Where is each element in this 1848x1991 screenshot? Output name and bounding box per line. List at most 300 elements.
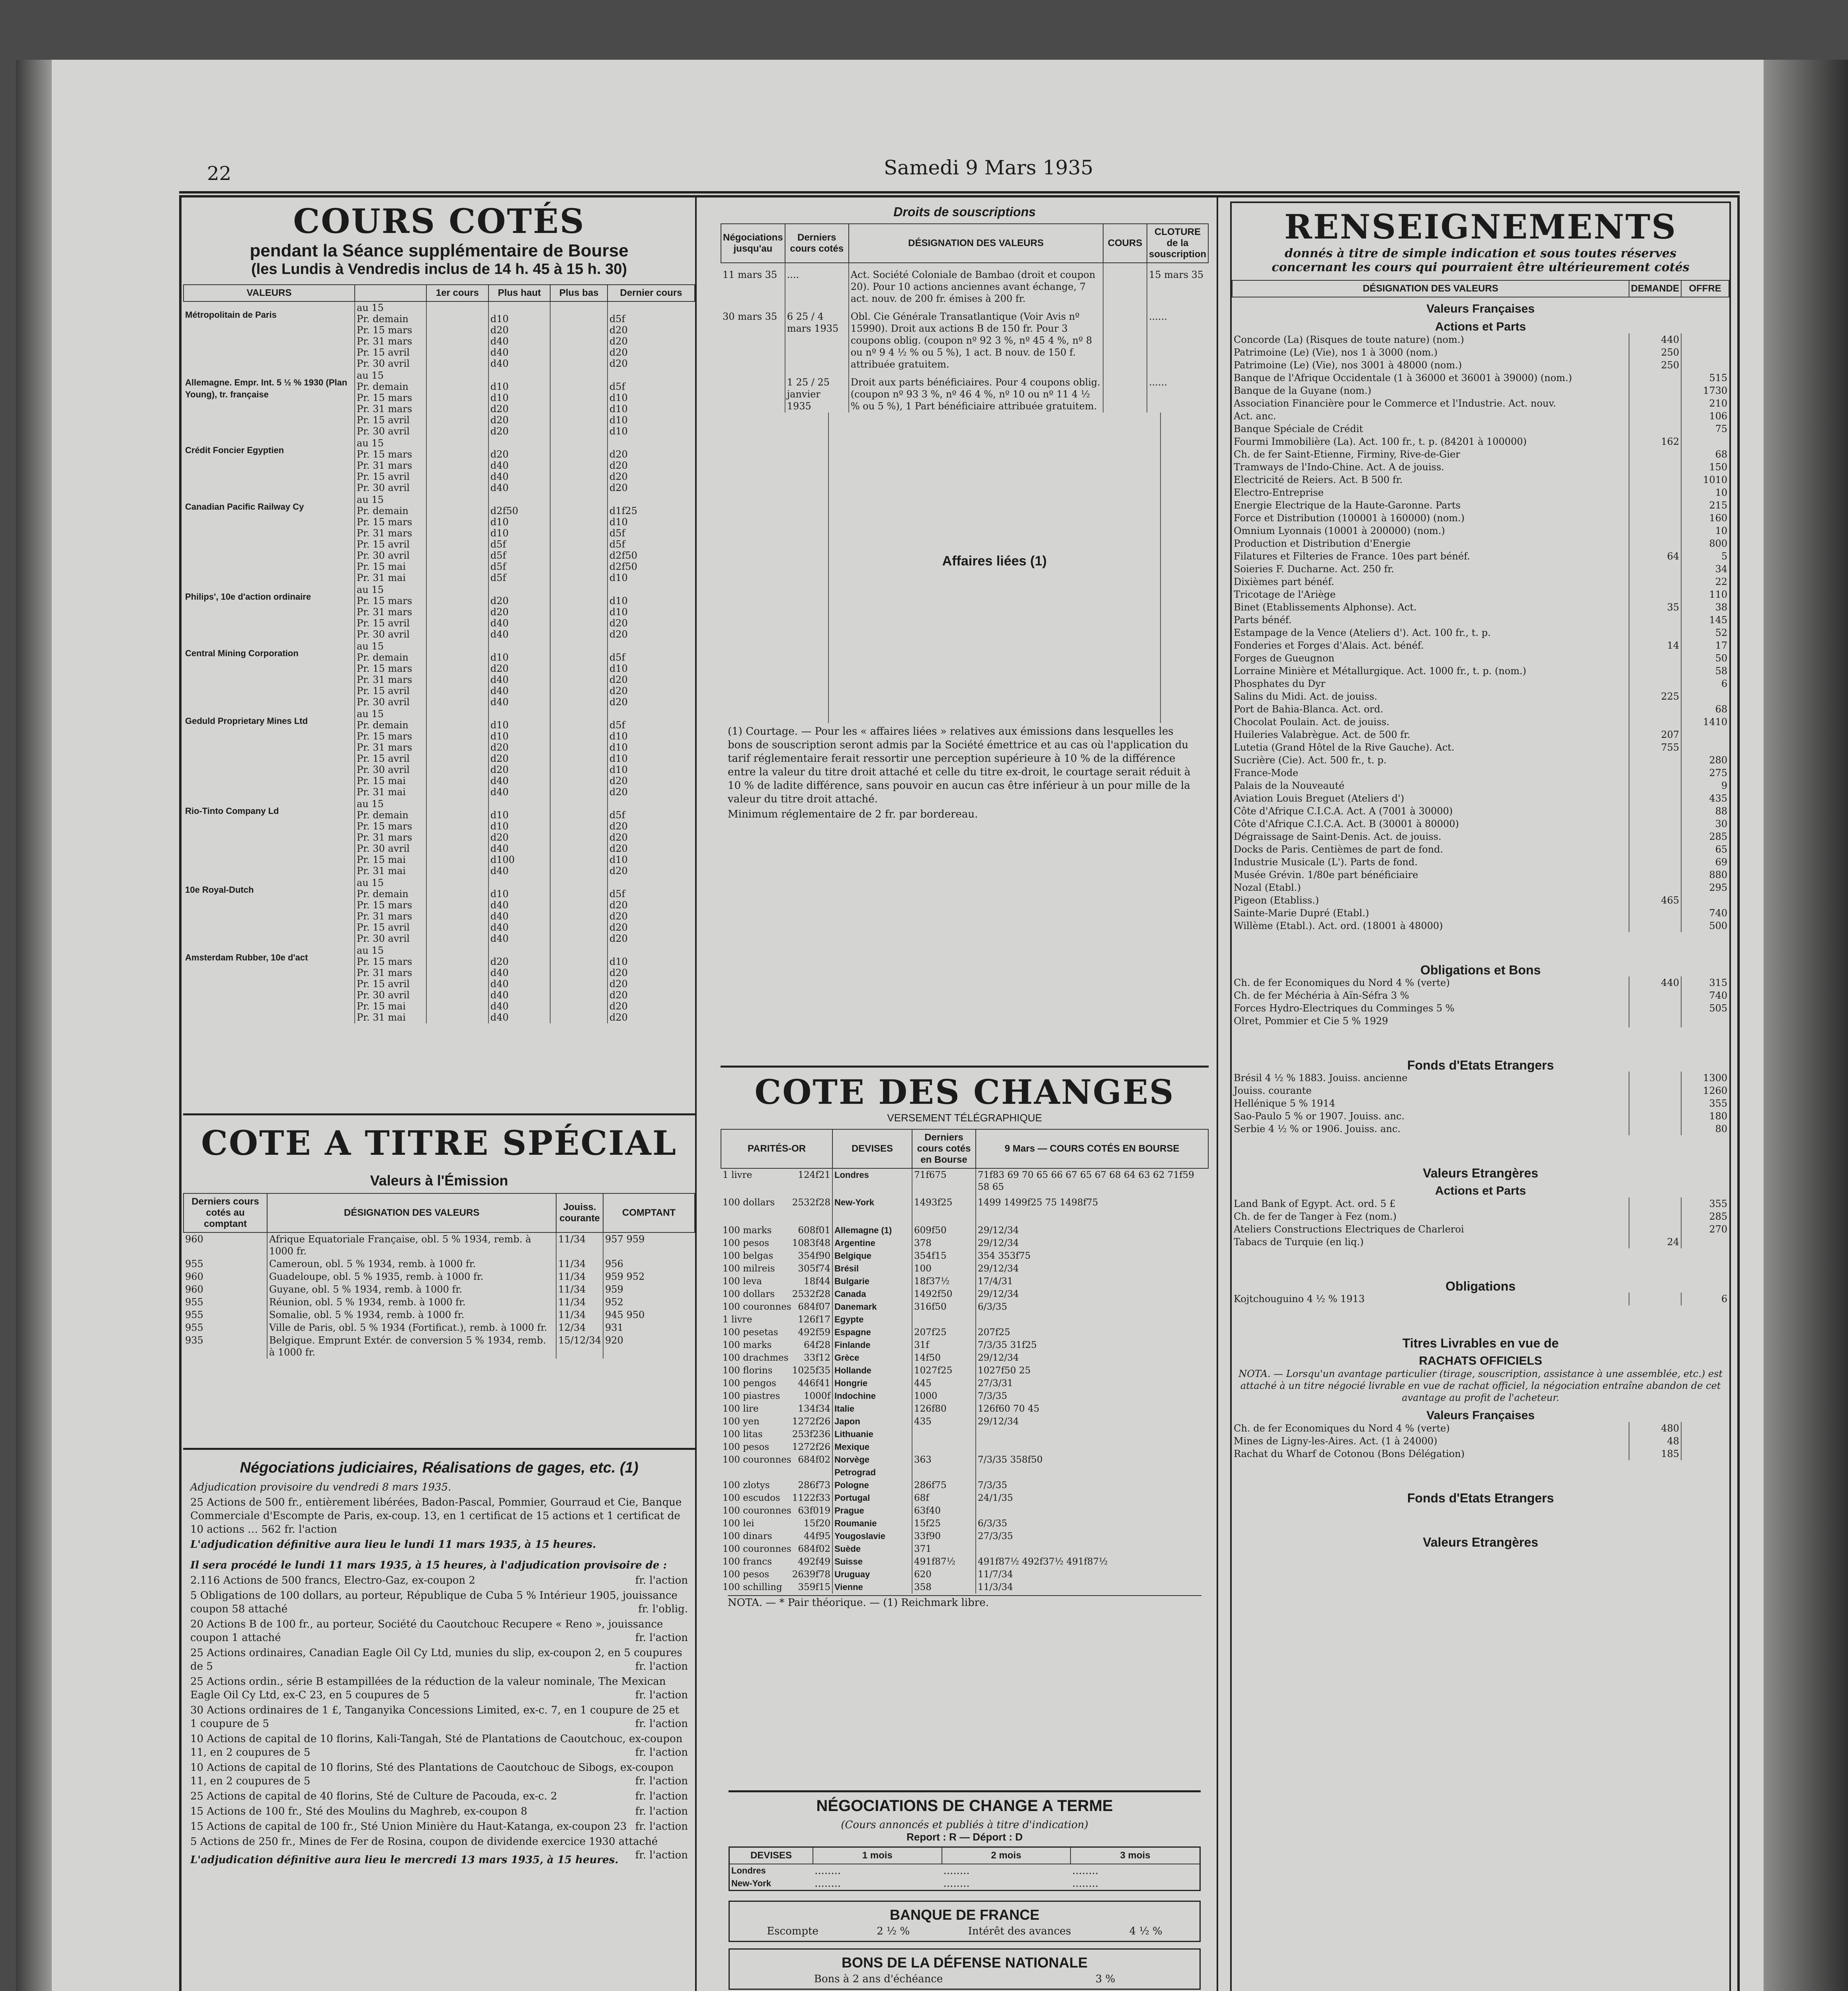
table-row xyxy=(1232,563,1729,575)
cell-dem: 250 xyxy=(1629,346,1681,359)
plus-haut: d40 xyxy=(490,336,509,347)
table-row xyxy=(1232,805,1729,818)
parite-cell xyxy=(721,1364,832,1377)
terme: Pr. 31 mars xyxy=(357,911,412,922)
cell-off: 58 xyxy=(1681,665,1729,677)
terme: Pr. 30 avril xyxy=(357,629,410,640)
terme: Pr. 15 mars xyxy=(357,325,412,336)
cell-d: Filatures et Filteries de France. 10es part bénéf. xyxy=(1234,551,1470,562)
cell-cours: 7/3/35 xyxy=(976,1390,1208,1402)
valeur-name: 10e Royal-Dutch xyxy=(185,885,254,895)
cell-d: Lutetia (Grand Hôtel de la Rive Gauche). Act. xyxy=(1234,742,1455,753)
terme: Pr. demain xyxy=(357,652,409,663)
table-row xyxy=(1232,792,1729,805)
terme: Pr. 31 mars xyxy=(357,832,412,843)
table-row xyxy=(1232,435,1729,448)
cell-off: 5 xyxy=(1681,550,1729,563)
premier-cours xyxy=(426,494,488,584)
spacer xyxy=(490,494,549,505)
plus-haut: d5f xyxy=(490,572,506,583)
changes-subtitle: VERSEMENT TÉLÉGRAPHIQUE xyxy=(887,1112,1042,1124)
cell-dernier: 15f25 xyxy=(912,1517,976,1530)
dernier: d10 xyxy=(609,415,628,426)
table-row xyxy=(184,370,695,437)
table-row xyxy=(1232,665,1729,677)
courtage-minimum: Minimum réglementaire de 2 fr. par bordereau. xyxy=(728,808,978,820)
table-row xyxy=(1232,677,1729,690)
cell-dem xyxy=(1629,1084,1681,1097)
parite-or: 44f95 xyxy=(803,1531,830,1541)
cell-cloture: 15 mars 35 xyxy=(1147,263,1208,305)
table-row xyxy=(184,1296,695,1308)
cell-off: 9 xyxy=(1681,779,1729,792)
terme-list xyxy=(355,640,426,708)
cell-dernier: 286f75 xyxy=(912,1479,976,1492)
cell-d: Binet (Etablissements Alphonse). Act. xyxy=(1234,602,1417,613)
table-row: New-York ........ ........ ........ xyxy=(729,1877,1200,1891)
table-row xyxy=(1232,537,1729,550)
parite-unit: 100 dollars xyxy=(723,1289,775,1299)
cell-devise: Canada xyxy=(832,1288,912,1301)
change-terme-section xyxy=(729,1790,1201,1991)
dernier: d1f25 xyxy=(609,505,637,516)
table-row xyxy=(721,1441,1208,1453)
parite-or: 684f07 xyxy=(798,1302,830,1312)
cell-dem xyxy=(1629,818,1681,830)
item-unit: fr. l'action xyxy=(635,1821,688,1833)
terme: Pr. 15 mars xyxy=(357,731,412,742)
dernier: d5f xyxy=(609,888,625,900)
dernier: d10 xyxy=(609,742,628,753)
section-row xyxy=(1232,1460,1729,1504)
spacer xyxy=(490,798,549,810)
parite-unit: 100 pesos xyxy=(723,1442,769,1452)
item-price: 562 fr. l'action xyxy=(261,1524,337,1535)
cell-d: Banque de l'Afrique Occidentale (1 à 36000 et 36001 à 39000) (nom.) xyxy=(1234,372,1572,383)
parite-cell xyxy=(721,1555,832,1568)
cell-dem xyxy=(1629,989,1681,1002)
table-row xyxy=(1232,1210,1729,1223)
terme-list xyxy=(355,370,426,437)
parite-or: 2532f28 xyxy=(792,1197,830,1208)
parite-or: 2532f28 xyxy=(792,1289,830,1299)
terme: Pr. 15 mai xyxy=(357,1001,406,1012)
cell-d: Tricotage de l'Ariège xyxy=(1234,589,1336,600)
valeur-name: Allemagne. Empr. Int. 5 ½ % 1930 (Plan Young), tr. française xyxy=(185,377,348,399)
premier-cours xyxy=(426,640,488,708)
dernier: d20 xyxy=(609,460,628,471)
devise-londres: Londres xyxy=(731,1866,766,1876)
cell-cours: 7/3/35 358f50 xyxy=(976,1453,1208,1466)
cell-dernier: 71f675 xyxy=(912,1168,976,1196)
changes-title: COTE DES CHANGES xyxy=(754,1072,1175,1112)
parite-or: 64f28 xyxy=(803,1340,830,1350)
parite-cell xyxy=(721,1581,832,1594)
dernier: d20 xyxy=(609,865,628,876)
table-row xyxy=(721,1428,1208,1441)
cell-cours: 6 25 / 4 mars 1935 xyxy=(785,305,849,371)
terme: Pr. 15 mars xyxy=(357,516,412,528)
section-heading: RACHATS OFFICIELS xyxy=(1419,1354,1542,1367)
table-row xyxy=(1232,410,1729,422)
dernier: d10 xyxy=(609,516,628,528)
parite-unit: 100 pengos xyxy=(723,1378,776,1389)
col-designation: DÉSIGNATION DES VALEURS xyxy=(849,224,1103,263)
table-row xyxy=(1232,830,1729,843)
cell-d: Production et Distribution d'Energie xyxy=(1234,538,1411,549)
cell-prev: 955 xyxy=(185,1297,203,1308)
parite-unit: 100 pesetas xyxy=(723,1327,778,1338)
section-heading: Fonds d'Etats Etrangers xyxy=(1407,1491,1554,1505)
spacer xyxy=(609,584,693,595)
negociation-item xyxy=(190,1820,688,1833)
plus-haut: d40 xyxy=(490,843,509,854)
cell-dem xyxy=(1629,677,1681,690)
section-row xyxy=(1232,1135,1729,1179)
dernier-list xyxy=(608,877,695,945)
cell-comptant: 931 xyxy=(603,1321,695,1334)
terme: au 15 xyxy=(357,945,384,956)
cell-d: Nozal (Etabl.) xyxy=(1234,882,1301,893)
terme: Pr. 31 mars xyxy=(357,674,412,685)
table-row xyxy=(721,1351,1208,1364)
dernier: d20 xyxy=(609,832,628,843)
premier-cours xyxy=(426,437,488,494)
cell-dem: 440 xyxy=(1629,976,1681,989)
plus-bas xyxy=(550,708,607,798)
terme: Pr. 31 mars xyxy=(357,336,412,347)
plus-haut-list xyxy=(488,708,551,798)
terme: au 15 xyxy=(357,438,384,449)
table-row xyxy=(1232,626,1729,639)
dernier: d5f xyxy=(609,720,625,731)
table-row xyxy=(721,1466,1208,1479)
cell-devise: Vienne xyxy=(832,1581,912,1594)
col-plus-haut: Plus haut xyxy=(488,285,551,301)
cell-devise: Suisse xyxy=(832,1555,912,1568)
cell-designation: Guyane, obl. 5 % 1934, remb. à 1000 fr. xyxy=(267,1283,556,1296)
adjudication-definitive-1: L'adjudication définitive aura lieu le lundi 11 mars 1935, à 15 heures. xyxy=(190,1539,596,1551)
dernier: d20 xyxy=(609,843,628,854)
terme: Pr. 31 mars xyxy=(357,403,412,415)
parite-cell xyxy=(721,1466,832,1479)
plus-bas xyxy=(550,301,607,370)
dernier: d20 xyxy=(609,933,628,944)
parite-cell xyxy=(721,1479,832,1492)
dernier: d20 xyxy=(609,1001,628,1012)
plus-haut-list xyxy=(488,301,551,370)
cell-dem xyxy=(1629,1210,1681,1223)
parite-unit: 100 couronnes xyxy=(723,1506,791,1516)
terme: Pr. demain xyxy=(357,720,409,731)
cell-off xyxy=(1681,1447,1729,1460)
parite-unit: 100 escudos xyxy=(723,1493,780,1503)
cell-off: 68 xyxy=(1681,703,1729,716)
table-row xyxy=(721,1555,1208,1568)
plus-haut: d10 xyxy=(490,821,509,832)
parite-cell xyxy=(721,1517,832,1530)
table-row xyxy=(1232,881,1729,894)
table-row xyxy=(184,1321,695,1334)
avances-value: 4 ½ % xyxy=(1129,1925,1162,1937)
cell-off: 215 xyxy=(1681,499,1729,512)
spacer xyxy=(609,494,693,505)
item-text: 30 Actions ordinaires de 1 £, Tanganyika Concessions Limited, ex-c. 7, en 1 coupure de 25 et 1 coupure de 5 xyxy=(190,1704,680,1730)
renseignements-sub1: donnés à titre de simple indication et sous toutes réserves xyxy=(1284,246,1677,260)
table-row xyxy=(1232,1236,1729,1248)
valeur-name: Canadian Pacific Railway Cy xyxy=(185,502,304,512)
cell-designation: Ville de Paris, obl. 5 % 1934 (Fortificat.), remb. à 1000 fr. xyxy=(267,1321,556,1334)
cell-dem xyxy=(1629,461,1681,473)
negociation-item xyxy=(190,1790,688,1803)
cell-d: Salins du Midi. Act. de jouiss. xyxy=(1234,691,1377,702)
plus-haut: d20 xyxy=(490,956,509,967)
cell-dem xyxy=(1629,537,1681,550)
spacer xyxy=(490,584,549,595)
plus-bas xyxy=(550,640,607,708)
cell-d: Banque de la Guyane (nom.) xyxy=(1234,385,1371,396)
table-row xyxy=(721,1237,1208,1250)
parite-unit: 100 drachmes xyxy=(723,1353,789,1363)
cell-d: Sao-Paulo 5 % or 1907. Jouiss. anc. xyxy=(1234,1111,1405,1122)
table-row xyxy=(1232,1110,1729,1123)
cell-comptant: 959 952 xyxy=(603,1270,695,1283)
divider xyxy=(729,1790,1201,1792)
parite-cell xyxy=(721,1415,832,1428)
parite-unit: 100 zlotys xyxy=(723,1480,770,1490)
dernier: d20 xyxy=(609,482,628,493)
terme: Pr. 15 avril xyxy=(357,753,410,764)
cell-devise: Petrograd xyxy=(832,1466,912,1479)
cell-d: Soieries F. Ducharne. Act. 250 fr. xyxy=(1234,563,1394,575)
cell-d: Aviation Louis Breguet (Ateliers d') xyxy=(1234,793,1405,804)
table-row xyxy=(1232,499,1729,512)
col-2-mois: 2 mois xyxy=(942,1847,1071,1864)
dernier: d10 xyxy=(609,572,628,583)
cours-cotes-subtitle: pendant la Séance supplémentaire de Bourse xyxy=(250,241,629,260)
cell-d: Rachat du Wharf de Cotonou (Bons Délégation) xyxy=(1234,1448,1465,1459)
cell-comptant: 945 950 xyxy=(603,1308,695,1321)
cell-dem xyxy=(1629,499,1681,512)
cell-d: Brésil 4 ½ % 1883. Jouiss. ancienne xyxy=(1234,1072,1408,1084)
plus-haut: d10 xyxy=(490,516,509,528)
cell-date: 11 mars 35 xyxy=(723,269,777,280)
table-row xyxy=(1232,856,1729,868)
cell-devise: Londres xyxy=(832,1168,912,1196)
cell-jouis: 11/34 xyxy=(556,1258,603,1270)
table-row xyxy=(721,1313,1208,1326)
cell-devise: Italie xyxy=(832,1402,912,1415)
dernier: d20 xyxy=(609,786,628,798)
cell-d: Fourmi Immobilière (La). Act. 100 fr., t. p. (84201 à 100000) xyxy=(1234,436,1527,447)
parite-or: 492f49 xyxy=(798,1557,830,1567)
terme: Pr. 31 mars xyxy=(357,967,412,978)
cell-off: 65 xyxy=(1681,843,1729,856)
plus-haut: d40 xyxy=(490,1012,509,1023)
cell-designation: Obl. Cie Générale Transatlantique (Voir Avis nº 15990). Droit aux actions B de 150 fr. Pour 3 coupons oblig. (coupon nº 92 3 %, nº 45 4 %, nº 8 ou nº 9 4 ½ % ou 5 %), 1 act. B nouv. de 150 f. attribuée gratuitem. xyxy=(849,305,1103,371)
terme: Pr. 31 mai xyxy=(357,572,406,583)
terme-list xyxy=(355,301,426,370)
terme: Pr. 15 mars xyxy=(357,821,412,832)
item-unit: fr. l'action xyxy=(635,1689,688,1701)
changes-table xyxy=(721,1129,1209,1594)
plus-haut-list xyxy=(488,437,551,494)
cell-prev: 955 xyxy=(185,1258,203,1269)
negociation-item xyxy=(190,1646,688,1673)
cell-dem xyxy=(1629,486,1681,499)
cell-cours: 71f83 69 70 65 66 67 65 67 68 64 63 62 71f59 58 65 xyxy=(976,1168,1208,1196)
cell-off xyxy=(1681,1236,1729,1248)
bons-value: 3 % xyxy=(1095,1973,1115,1985)
cell-dem: 35 xyxy=(1629,601,1681,614)
cell-off xyxy=(1681,1015,1729,1027)
cell-dem: 755 xyxy=(1629,741,1681,754)
plus-haut: d40 xyxy=(490,629,509,640)
dernier: d10 xyxy=(609,426,628,437)
table-row xyxy=(721,1301,1208,1313)
terme-list xyxy=(355,798,426,877)
cell-dem xyxy=(1629,881,1681,894)
cell-dem xyxy=(1629,410,1681,422)
droits-table xyxy=(721,223,1209,413)
cell-d: Port de Bahia-Blanca. Act. ord. xyxy=(1234,704,1383,715)
terme: Pr. 15 avril xyxy=(357,978,410,990)
cell-dem xyxy=(1629,1223,1681,1236)
terme: Pr. 30 avril xyxy=(357,843,410,854)
col-jouiss: Jouiss. courante xyxy=(556,1193,603,1232)
table-row xyxy=(721,1453,1208,1466)
cell-off: 315 xyxy=(1681,976,1729,989)
droits-section xyxy=(721,201,1209,823)
cell-off: 295 xyxy=(1681,881,1729,894)
cell-dernier: 1493f25 xyxy=(912,1196,976,1224)
cell-devise: Danemark xyxy=(832,1301,912,1313)
plus-haut: d20 xyxy=(490,742,509,753)
dernier: d2f50 xyxy=(609,550,637,561)
dernier: d10 xyxy=(609,392,628,403)
section-row xyxy=(1232,297,1729,315)
cell-d: France-Mode xyxy=(1234,767,1299,778)
cell-devise: Suède xyxy=(832,1543,912,1555)
cell-dem xyxy=(1629,1015,1681,1027)
table-row xyxy=(721,1262,1208,1275)
cell-off: 80 xyxy=(1681,1123,1729,1135)
cell-dernier: 609f50 xyxy=(912,1224,976,1237)
section-row xyxy=(1232,1248,1729,1293)
parite-or: 1025f35 xyxy=(792,1365,830,1376)
cell-d: Act. anc. xyxy=(1234,411,1276,422)
terme: Pr. 15 mars xyxy=(357,663,412,674)
terme-list xyxy=(355,877,426,945)
cell-off: 1300 xyxy=(1681,1072,1729,1084)
cell-dernier: 33f90 xyxy=(912,1530,976,1543)
table-row xyxy=(1232,989,1729,1002)
terme: Pr. 15 mai xyxy=(357,775,406,786)
plus-haut: d40 xyxy=(490,922,509,933)
cell-d: Energie Electrique de la Haute-Garonne. Parts xyxy=(1234,500,1461,511)
cell-cours: 1499 1499f25 75 1498f75 xyxy=(976,1196,1208,1224)
renseignements-sub2: concernant les cours qui pourraient être ultérieurement cotés xyxy=(1272,260,1690,274)
dernier: d5f xyxy=(609,810,625,821)
cell-d: Olret, Pommier et Cie 5 % 1929 xyxy=(1234,1015,1388,1027)
dernier: d20 xyxy=(609,449,628,460)
plus-haut: d40 xyxy=(490,358,509,369)
parite-cell xyxy=(721,1275,832,1288)
terme: Pr. demain xyxy=(357,313,409,325)
cell-d: Dixièmes part bénéf. xyxy=(1234,576,1334,587)
cell-dernier: 354f15 xyxy=(912,1250,976,1262)
terme: Pr. 31 mai xyxy=(357,865,406,876)
cell-off: 355 xyxy=(1681,1197,1729,1210)
cell-off: 88 xyxy=(1681,805,1729,818)
table-row xyxy=(721,1402,1208,1415)
cell-cours: 27/3/31 xyxy=(976,1377,1208,1390)
cell-off: 69 xyxy=(1681,856,1729,868)
cell-cours: 29/12/34 xyxy=(976,1415,1208,1428)
table-row xyxy=(1232,614,1729,626)
droits-body xyxy=(721,263,1208,413)
cell-date xyxy=(721,371,785,413)
table-row xyxy=(1232,767,1729,779)
negociation-item xyxy=(190,1732,688,1759)
negociations-section xyxy=(183,1448,695,1868)
table-row xyxy=(721,371,1208,413)
col-cours-9-mars: 9 Mars — COURS COTÉS EN BOURSE xyxy=(976,1129,1208,1168)
section-heading: Actions et Parts xyxy=(1435,1184,1526,1197)
parite-cell xyxy=(721,1428,832,1441)
cell-d: Estampage de la Vence (Ateliers d'). Act. 100 fr., t. p. xyxy=(1234,627,1491,638)
cell-dernier: 363 xyxy=(912,1453,976,1466)
cell-off: 10 xyxy=(1681,486,1729,499)
negociation-item xyxy=(190,1574,688,1587)
parite-or: 305f74 xyxy=(798,1263,830,1274)
cell-dem xyxy=(1629,805,1681,818)
spacer xyxy=(609,708,693,720)
dernier: d20 xyxy=(609,347,628,358)
parite-unit: 100 couronnes xyxy=(723,1302,791,1312)
dernier-list xyxy=(608,945,695,1023)
section-heading: Obligations xyxy=(1446,1279,1516,1293)
table-row xyxy=(1232,1002,1729,1015)
table-row xyxy=(721,1543,1208,1555)
cell-comptant: 956 xyxy=(603,1258,695,1270)
plus-haut: d20 xyxy=(490,325,509,336)
parite-or: 684f02 xyxy=(798,1544,830,1554)
cell-jouis: 12/34 xyxy=(556,1321,603,1334)
dernier: d20 xyxy=(609,471,628,482)
cell-devise: Portugal xyxy=(832,1492,912,1504)
dernier: d10 xyxy=(609,595,628,606)
spacer xyxy=(609,798,693,810)
cell-d: Lorraine Minière et Métallurgique. Act. 1000 fr., t. p. (nom.) xyxy=(1234,665,1526,677)
section-heading: Valeurs Etrangères xyxy=(1423,1535,1538,1549)
renseignements-box xyxy=(1230,201,1731,1991)
changes-section xyxy=(721,1066,1209,1611)
parite-or: 286f73 xyxy=(798,1480,830,1490)
cell-dernier: 1027f25 xyxy=(912,1364,976,1377)
cell-dem: 440 xyxy=(1629,333,1681,346)
column-middle xyxy=(713,198,1218,1991)
cell-devise: Belgique xyxy=(832,1250,912,1262)
plus-haut-list xyxy=(488,877,551,945)
item-text: 5 Actions de 250 fr., Mines de Fer de Rosina, coupon de dividende exercice 1930 attaché xyxy=(190,1836,658,1848)
bons-rate xyxy=(738,1973,1192,1985)
negociation-item xyxy=(190,1675,688,1702)
plus-haut-list xyxy=(488,640,551,708)
spacer xyxy=(609,945,693,956)
cell-dem xyxy=(1629,575,1681,588)
valeur-name: Amsterdam Rubber, 10e d'act xyxy=(185,952,308,962)
